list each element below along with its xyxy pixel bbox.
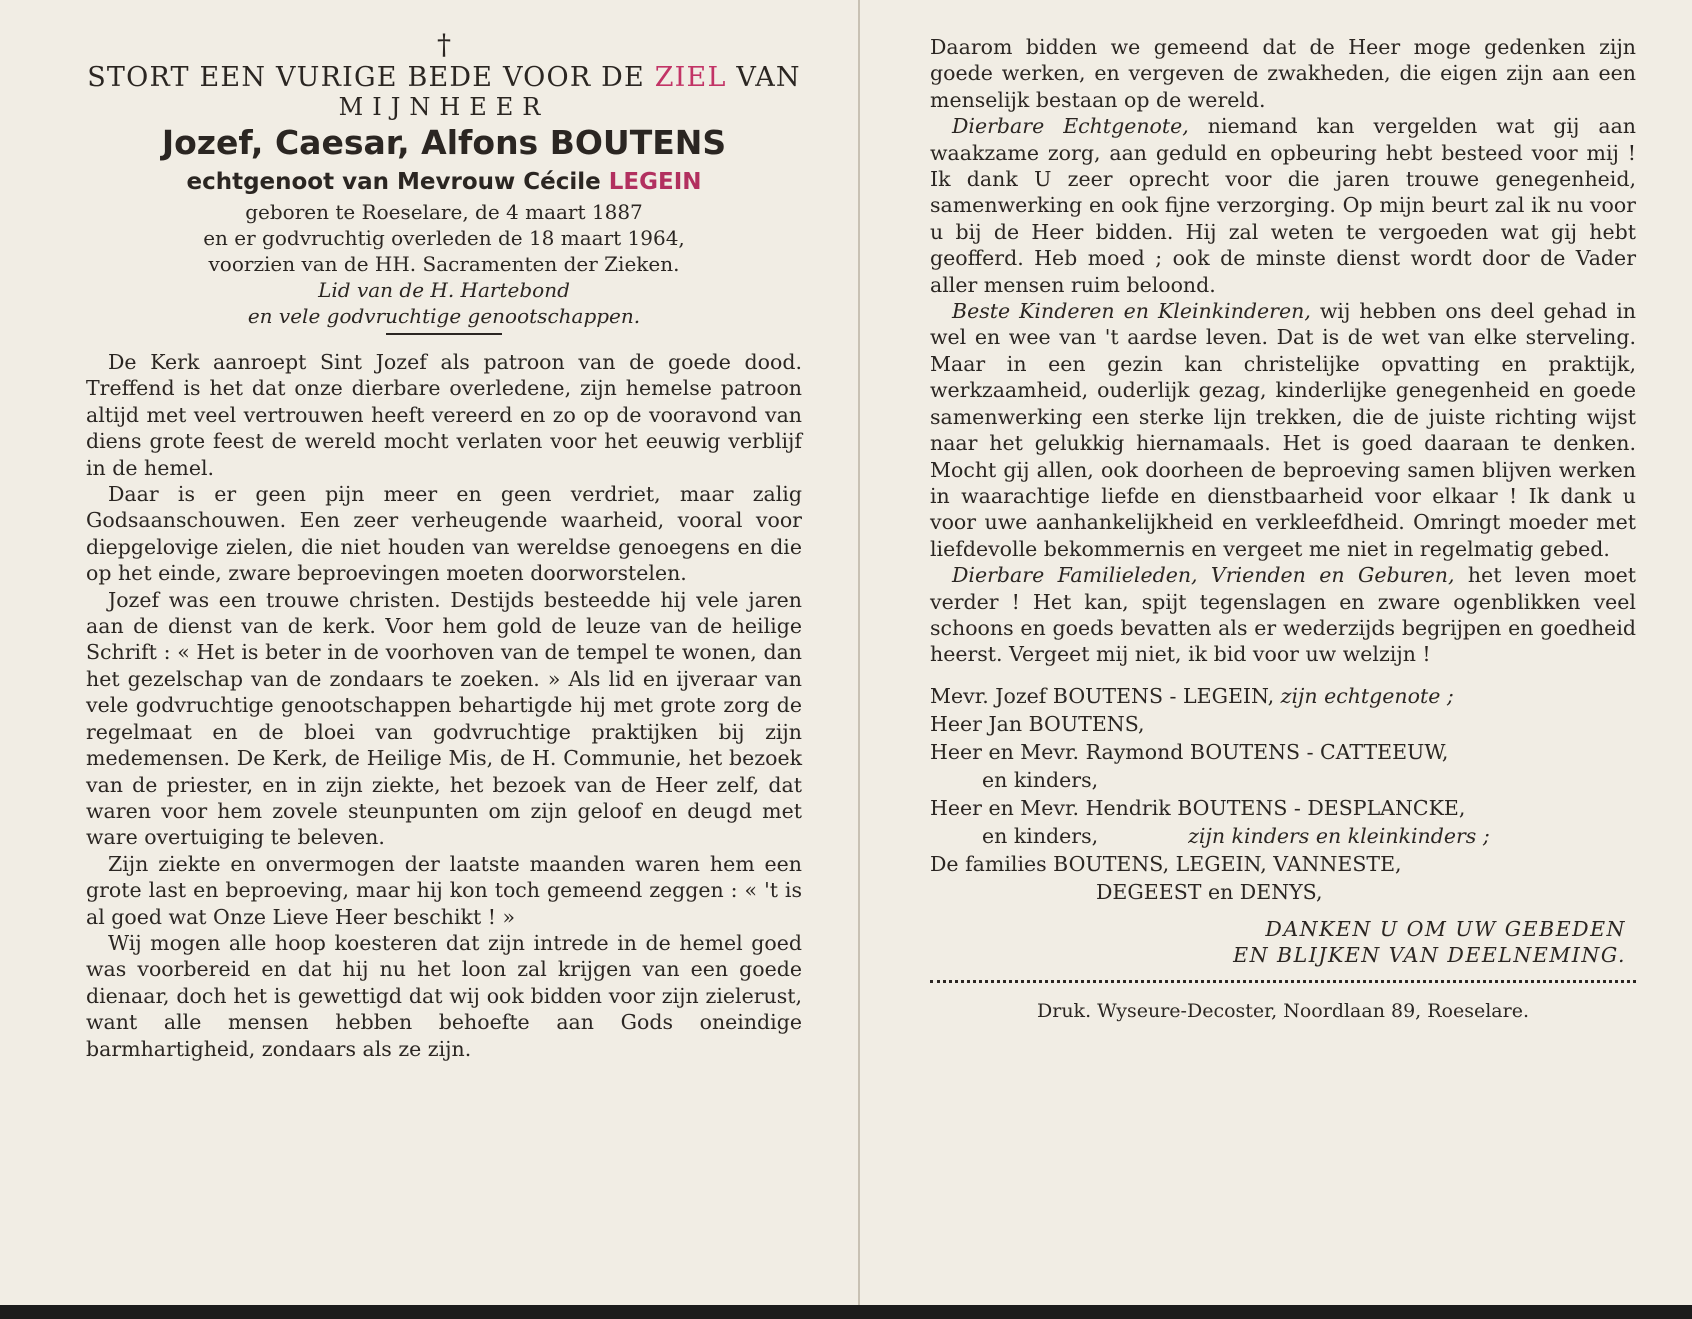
printer-imprint: Druk. Wyseure-Decoster, Noordlaan 89, Roeselare.: [1037, 999, 1529, 1022]
children-address-text: wij hebben ons deel gehad in wel en wee van 't aardse leven. Dat is de wet van elke sterveling. Maar in een gezin kan christelijke opvatting en praktijk, werkzaamheid, ouderlijk gezag, kinderlijke genegenheid en goede samenwerking een sterke lijn trekken, die de juiste richting wijst naar het gelukkig hiernamaals. Het is goed daaraan te denken. Mocht gij allen, ook doorheen de beproeving samen blijven werken in waarachtige liefde en dienstbaarheid voor elkaar ! Ik dank u voor uwe aanhankelijkheid en verkleefdheid. Omringt moeder met liefdevolle bekommernis en vergeet me niet in regelmatig gebed.: [930, 299, 1636, 561]
children-address: [930, 298, 1636, 562]
family-address-text: het leven moet verder ! Het kan, spijt tegenslagen en zware ogenblikken veel schoons en goeds bevatten als er wederzijds begrijpen en goedheid heerst. Vergeet mij niet, ik bid voor uw welzijn !: [930, 563, 1636, 667]
card-fold: [858, 0, 860, 1305]
signatory-hendrik: Heer en Mevr. Hendrik BOUTENS - DESPLANCKE,: [930, 795, 1466, 820]
header-text-end: VAN: [726, 62, 801, 93]
paragraph-2: Daar is er geen pijn meer en geen verdriet, maar zalig Godsaanschouwen. Een zeer verheugende waarheid, vooral voor diepgelovige zielen, die niet houden van wereldse genoegens en die op het einde, zware beproevingen moeten doorworstelen.: [86, 482, 802, 586]
spacer: [930, 668, 1636, 682]
thanks-line-2: EN BLIJKEN VAN DEELNEMING.: [1233, 942, 1626, 967]
signatories: [930, 682, 1636, 906]
header-stamp-red: ZIEL: [654, 62, 727, 93]
right-page: [930, 34, 1636, 1023]
spouse-address-text: niemand kan vergelden wat gij aan waakzame zorg, aan geduld en opbeuring hebt besteed voor mij ! Ik dank U zeer oprecht voor die jaren trouwe genegenheid, samenwerking en ook fijne verzorging. Op mijn beurt zal ik nu voor u bij de Heer bidden. Hij zal weten te vergoeden wat gij hebt geofferd. Heb moed ; ook de minste dienst wordt door de Vader aller mensen ruim beloond.: [930, 114, 1636, 297]
paragraph-1: De Kerk aanroept Sint Jozef als patroon van de goede dood. Treffend is het dat onze dierbare overledene, zijn hemelse patroon altijd met veel vertrouwen heeft vereerd en zo op de vooravond van diens grote feest de wereld mocht verlaten voor het eeuwig verblijf in de hemel.: [86, 350, 802, 480]
spouse-line: [86, 165, 802, 199]
paragraph-4: Zijn ziekte en onvermogen der laatste maanden waren hem een grote last en beproeving, maar hij kon toch gemeend zeggen : « 't is al goed wat Onze Lieve Heer beschikt ! »: [86, 851, 802, 929]
header-text: STORT EEN VURIGE BEDE VOOR DE: [87, 62, 655, 93]
paragraph-5: Wij mogen alle hoop koesteren dat zijn intrede in de hemel goed was voorbereid en dat hij nu het loon zal krijgen van een goede dienaar, doch het is gewettigd dat wij ook bidden voor zijn zielerust, want alle mensen hebben behoefte aan Gods oneindige barmhartigheid, zondaars als ze zijn.: [86, 930, 802, 1061]
signatory-jan: Heer Jan BOUTENS,: [930, 711, 1145, 736]
signatory-raymond: Heer en Mevr. Raymond BOUTENS - CATTEEUW,: [930, 739, 1449, 764]
paragraph-3: Jozef was een trouwe christen. Destijds besteedde hij vele jaren aan de dienst van de kerk. Voor hem gold de leuze van de heilige Schrift : « Het is beter in de voorhoven van de tempel te wonen, dan het gezelschap van de zondaars te zoeken. » Als lid en ijveraar van vele godvruchtige genootschappen behartigde hij met grote zorg de regelmaat en de bloei van godvruchtige praktijken bij zijn medemensen. De Kerk, de Heilige Mis, de H. Communie, het bezoek van de priester, en in zijn ziekte, het bezoek van de Heer zelf, dat waren voor hem zovele steunpunten om zijn geloof en deugd met ware overtuiging te beleven.: [86, 587, 802, 850]
signatory-families: De families BOUTENS, LEGEIN, VANNESTE,: [930, 851, 1402, 876]
signatory-families-cont: DEGEEST en DENYS,: [1096, 879, 1323, 904]
signatory-hendrik-children-text: en kinders,: [982, 823, 1099, 848]
sacraments-line: voorzien van de HH. Sacramenten der Zieken.: [208, 252, 680, 276]
children-address-lead: Beste Kinderen en Kleinkinderen,: [952, 299, 1311, 324]
prayer-paragraph: Daarom bidden we gemeend dat de Heer moge gedenken zijn goede werken, en vergeven de zwakheden, die eigen zijn aan een menselijk bestaan op de wereld.: [930, 35, 1636, 112]
children-grandchildren-label: zijn kinders en kleinkinders ;: [1188, 823, 1490, 848]
deceased-name: Jozef, Caesar, Alfons BOUTENS: [161, 123, 727, 162]
cross-icon: †: [437, 28, 451, 61]
signatory-spouse: [930, 682, 1636, 710]
death-line: en er godvruchtig overleden de 18 maart 1964,: [203, 226, 685, 250]
membership-line-1: Lid van de H. Hartebond: [318, 278, 570, 302]
signatory-spouse-role: zijn echtgenote ;: [1274, 683, 1454, 708]
thanks-line-1: DANKEN U OM UW GEBEDEN: [1265, 916, 1626, 941]
membership-line-2: en vele godvruchtige genootschappen.: [247, 304, 641, 328]
family-address: [930, 562, 1636, 668]
spacer: [930, 906, 1636, 916]
dotted-rule: [930, 980, 1636, 983]
spouse-address: [930, 113, 1636, 298]
family-address-lead: Dierbare Familieleden, Vrienden en Geburen,: [952, 563, 1455, 588]
divider: [386, 333, 502, 335]
signatory-spouse-name: Mevr. Jozef BOUTENS - LEGEIN,: [930, 683, 1275, 708]
signatory-hendrik-children: [930, 822, 1636, 850]
birth-line: geboren te Roeselare, de 4 maart 1887: [245, 200, 643, 224]
scan-edge: [0, 1305, 1692, 1319]
signatory-raymond-children: en kinders,: [982, 767, 1099, 792]
spouse-surname: LEGEIN: [608, 169, 702, 195]
left-page: [86, 30, 802, 1062]
header-line: [86, 62, 802, 93]
spouse-prefix: echtgenoot van Mevrouw Cécile: [186, 169, 609, 195]
spouse-address-lead: Dierbare Echtgenote,: [952, 114, 1189, 139]
title-mijnheer: MIJNHEER: [338, 93, 550, 121]
